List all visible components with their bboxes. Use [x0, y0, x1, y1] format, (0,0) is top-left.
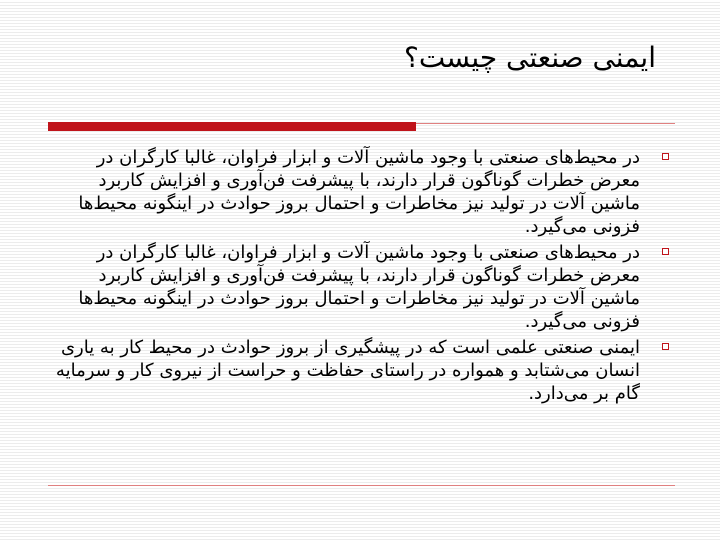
square-bullet-icon	[662, 153, 669, 160]
title-divider-accent	[48, 122, 416, 131]
bullet-item-2	[48, 241, 674, 333]
square-bullet-icon	[662, 343, 669, 350]
slide-content	[48, 146, 674, 408]
bullet-text-3: ایمنی صنعتی علمی است که در پیشگیری از بروز حوادث در محیط کار به یاری انسان می‌شتابد و همواره در راستای حفاظت و حراست از نیروی کار و سرمایه گام بر می‌دارد.	[55, 337, 640, 404]
bullet-item-1	[48, 146, 674, 238]
bullet-list	[48, 146, 674, 405]
bullet-text-2: در محیط‌های صنعتی با وجود ماشین آلات و ابزار فراوان، غالبا کارگران در معرض خطرات گوناگون قرار دارند، با پیشرفت فن‌آوری و افزایش کاربرد ماشین آلات در تولید نیز مخاطرات و احتمال بروز حوادث در اینگونه محیط‌ها فزونی می‌گیرد.	[78, 242, 640, 332]
square-bullet-icon	[662, 248, 669, 255]
bullet-item-3	[48, 336, 674, 405]
footer-divider	[48, 485, 675, 486]
bullet-text-1: در محیط‌های صنعتی با وجود ماشین آلات و ابزار فراوان، غالبا کارگران در معرض خطرات گوناگون قرار دارند، با پیشرفت فن‌آوری و افزایش کاربرد ماشین آلات در تولید نیز مخاطرات و احتمال بروز حوادث در اینگونه محیط‌ها فزونی می‌گیرد.	[78, 147, 640, 237]
slide-title: ایمنی صنعتی چیست؟	[404, 41, 656, 74]
